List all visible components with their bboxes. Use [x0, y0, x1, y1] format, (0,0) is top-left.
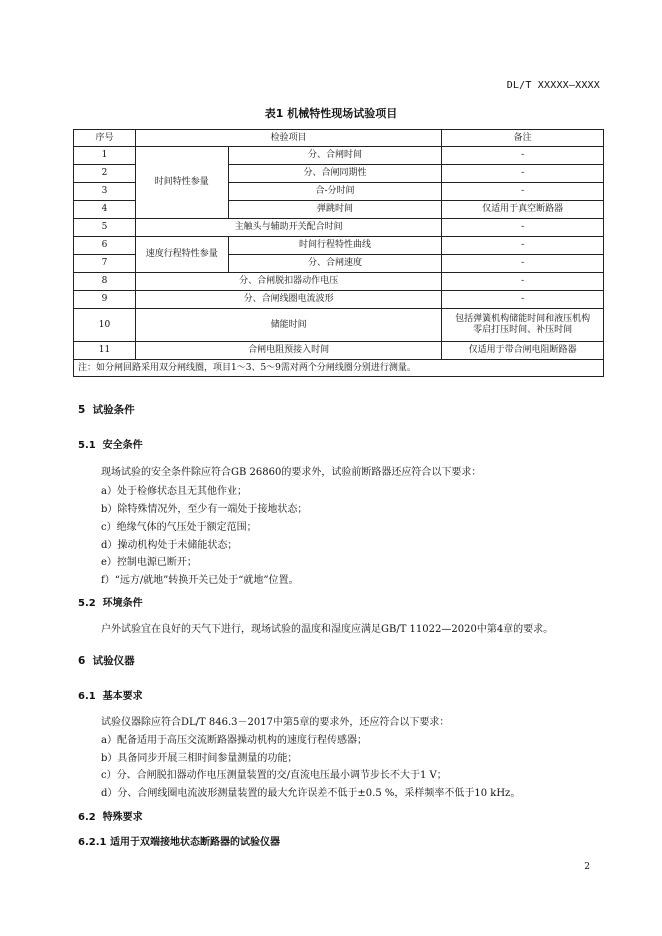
section-6-2-heading: 6.2 特殊要求 [78, 812, 143, 823]
cell-no: 3 [74, 183, 136, 201]
cell-remark: - [442, 219, 604, 237]
cell-remark: - [442, 183, 604, 201]
cell-remark: 仅适用于真空断路器 [442, 201, 604, 219]
cell-remark: - [442, 147, 604, 165]
page-number: 2 [584, 862, 590, 872]
list-item: c）分、合闸脱扣器动作电压测量装置的交/直流电压最小调节步长不大于1 V； [101, 770, 447, 781]
list-item: d）分、合闸线圈电流波形测量装置的最大允许误差不低于±0.5 %，采样频率不低于10 kHz。 [101, 788, 521, 799]
table-row [74, 273, 604, 291]
cell-no: 10 [74, 309, 136, 342]
cell-remark: - [442, 237, 604, 255]
cell-no: 9 [74, 291, 136, 309]
table-header-row [74, 130, 604, 147]
cell-remark: - [442, 255, 604, 273]
table-note-row [74, 360, 604, 377]
section-6-1-intro: 试验仪器除应符合DL/T 846.3－2017中第5章的要求外，还应符合以下要求： [101, 717, 450, 728]
section-5-1-intro: 现场试验的安全条件除应符合GB 26860的要求外，试验前断路器还应符合以下要求： [101, 467, 482, 478]
section-6-2-1-heading: 6.2.1 适用于双端接地状态断路器的试验仪器 [78, 837, 280, 848]
cell-item: 合-分时间 [228, 183, 442, 201]
cell-no: 5 [74, 219, 136, 237]
cell-remark: - [442, 273, 604, 291]
col-header-no: 序号 [74, 130, 136, 147]
cell-no: 6 [74, 237, 136, 255]
cell-remark: 仅适用于带合闸电阻断路器 [442, 342, 604, 360]
cell-remark [442, 309, 604, 342]
cell-item: 分、合闸同期性 [228, 165, 442, 183]
cell-item: 分、合闸时间 [228, 147, 442, 165]
col-header-remark: 备注 [442, 130, 604, 147]
group-travel-params: 速度行程特性参量 [135, 237, 228, 273]
cell-item: 主触头与辅助开关配合时间 [135, 219, 441, 237]
section-6-heading: 6 试验仪器 [78, 655, 135, 667]
cell-remark: - [442, 291, 604, 309]
list-item: c）绝缘气体的气压处于额定范围； [101, 522, 257, 533]
section-6-1-heading: 6.1 基本要求 [78, 691, 143, 702]
table-row [74, 147, 604, 165]
cell-remark: - [442, 165, 604, 183]
cell-item: 时间行程特性曲线 [228, 237, 442, 255]
list-item: e）控制电源已断开； [101, 557, 197, 568]
list-item: f）“远方/就地”转换开关已处于“就地”位置。 [101, 575, 299, 586]
cell-item: 分、合闸脱扣器动作电压 [135, 273, 441, 291]
cell-no: 1 [74, 147, 136, 165]
table-row [74, 219, 604, 237]
cell-item: 储能时间 [135, 309, 441, 342]
cell-item: 合闸电阻预接入时间 [135, 342, 441, 360]
section-5-2-heading: 5.2 环境条件 [78, 598, 143, 609]
section-5-1-heading: 5.1 安全条件 [78, 440, 143, 451]
cell-item: 分、合闸速度 [228, 255, 442, 273]
list-item: a）处于检修状态且无其他作业； [101, 486, 247, 497]
cell-remark-line: 包括弹簧机构储能时间和液压机构 [455, 314, 591, 324]
table-note: 注：如分闸回路采用双分闸线圈，项目1～3、5～9需对两个分闸线圈分别进行测量。 [74, 360, 604, 377]
list-item: d）操动机构处于未储能状态； [101, 540, 238, 551]
section-5-2-text: 户外试验宜在良好的天气下进行，现场试验的温度和湿度应满足GB/T 11022—2020中第4章的要求。 [101, 624, 554, 635]
cell-no: 8 [74, 273, 136, 291]
list-item: a）配备适用于高压交流断路器操动机构的速度行程传感器； [101, 735, 367, 746]
col-header-item: 检验项目 [135, 130, 441, 147]
document-code: DL/T XXXXX—XXXX [506, 80, 600, 91]
cell-item: 弹跳时间 [228, 201, 442, 219]
section-5-heading: 5 试验条件 [78, 404, 135, 416]
list-item: b）除特殊情况外，至少有一端处于接地状态； [101, 504, 308, 515]
cell-no: 7 [74, 255, 136, 273]
table-row [74, 291, 604, 309]
table-row [74, 309, 604, 342]
table-title: 表1 机械特性现场试验项目 [264, 107, 398, 120]
cell-no: 11 [74, 342, 136, 360]
table-row [74, 237, 604, 255]
cell-no: 2 [74, 165, 136, 183]
cell-item: 分、合闸线圈电流波形 [135, 291, 441, 309]
list-item: b）具备同步开展三相时间参量测量的功能； [101, 753, 298, 764]
group-timing-params: 时间特性参量 [135, 147, 228, 219]
table-row [74, 342, 604, 360]
cell-no: 4 [74, 201, 136, 219]
cell-remark-line: 零启打压时间、补压时间 [473, 325, 573, 335]
test-items-table [73, 129, 604, 377]
